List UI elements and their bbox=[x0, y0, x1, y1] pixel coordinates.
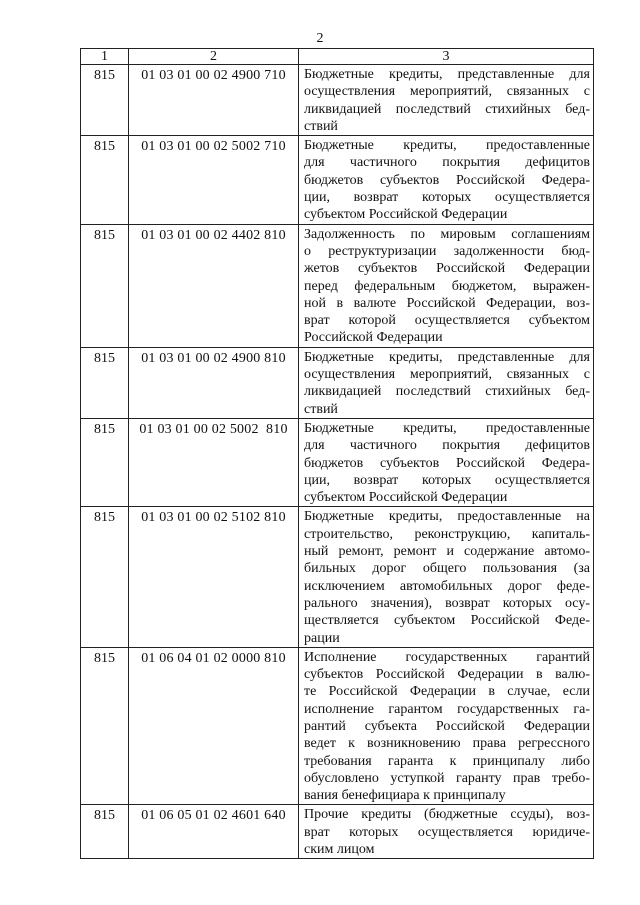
table-row bbox=[81, 647, 594, 805]
admin-code-cell: 815 bbox=[81, 805, 129, 859]
page-number: 2 bbox=[316, 31, 324, 46]
description-cell bbox=[299, 224, 594, 347]
description-line: субъектом Российской Федерации bbox=[304, 490, 508, 506]
budget-classification-code-cell: 01 03 01 00 02 5002 710 bbox=[129, 136, 299, 224]
table-row bbox=[81, 136, 594, 224]
description-line: рантий субъекта Российской Федерации bbox=[304, 718, 590, 734]
description-line: ведет к возникновению права регрессного bbox=[304, 736, 590, 752]
description-line: бильных дорог общего пользования (за bbox=[304, 561, 590, 577]
budget-classification-code-cell: 01 03 01 00 02 5002 810 bbox=[129, 418, 299, 506]
description-cell bbox=[299, 65, 594, 136]
description-line: ликвидацией последствий стихийных бед- bbox=[304, 384, 590, 400]
budget-classification-code-cell: 01 06 04 01 02 0000 810 bbox=[129, 647, 299, 805]
description-line: врат которых осуществляется юридиче- bbox=[304, 824, 590, 840]
description-line: Бюджетные кредиты, представленные для bbox=[304, 349, 590, 365]
admin-code-cell: 815 bbox=[81, 647, 129, 805]
description-line: обусловлено уступкой гаранту прав требо- bbox=[304, 770, 590, 786]
description-line: исполнение гарантом государственных га- bbox=[304, 701, 590, 717]
budget-classification-code-cell: 01 03 01 00 02 4402 810 bbox=[129, 224, 299, 347]
description-line: Бюджетные кредиты, предоставленные на bbox=[304, 509, 590, 525]
budget-codes-table bbox=[80, 48, 594, 859]
description-line: субъектом Российской Федерации bbox=[304, 207, 508, 223]
description-line: для частичного покрытия дефицитов bbox=[304, 155, 590, 171]
description-line: ским лицом bbox=[304, 842, 375, 858]
table-row bbox=[81, 507, 594, 647]
description-line: Задолженность по мировым соглашениям bbox=[304, 226, 590, 242]
description-cell bbox=[299, 136, 594, 224]
admin-code-cell: 815 bbox=[81, 224, 129, 347]
description-line: исключением автомобильных дорог феде- bbox=[304, 578, 590, 594]
table-row bbox=[81, 224, 594, 347]
description-line: ствий bbox=[304, 401, 338, 417]
table-row bbox=[81, 418, 594, 506]
description-line: ной в валюте Российской Федерации, воз- bbox=[304, 295, 590, 311]
description-line: рации bbox=[304, 630, 340, 646]
description-line: требования гаранта к принципалу либо bbox=[304, 753, 590, 769]
description-line: ликвидацией последствий стихийных бед- bbox=[304, 101, 590, 117]
description-line: ществляется субъектом Российской Феде- bbox=[304, 613, 590, 629]
description-line: врат которой осуществляется субъектом bbox=[304, 313, 590, 329]
description-cell bbox=[299, 507, 594, 647]
table-row bbox=[81, 65, 594, 136]
description-line: Бюджетные кредиты, представленные для bbox=[304, 67, 590, 82]
budget-classification-code-cell: 01 03 01 00 02 4900 710 bbox=[129, 65, 299, 136]
description-cell bbox=[299, 805, 594, 859]
description-line: субъектов Российской Федерации в валю- bbox=[304, 667, 590, 683]
description-line: осуществления мероприятий, связанных с bbox=[304, 84, 590, 100]
description-cell bbox=[299, 647, 594, 805]
budget-classification-code-cell: 01 03 01 00 02 4900 810 bbox=[129, 347, 299, 418]
table-row bbox=[81, 347, 594, 418]
description-line: строительство, реконструкцию, капиталь- bbox=[304, 526, 590, 542]
description-line: вания бенефициара к принципалу bbox=[304, 788, 506, 804]
description-line: Исполнение государственных гарантий bbox=[304, 649, 590, 665]
description-line: рального значения), возврат которых осу- bbox=[304, 595, 590, 611]
table-row bbox=[81, 805, 594, 859]
table-header-row bbox=[81, 49, 594, 65]
description-line: Российской Федерации bbox=[304, 330, 443, 346]
budget-classification-code-cell: 01 06 05 01 02 4601 640 bbox=[129, 805, 299, 859]
header-col-3: 3 bbox=[299, 49, 594, 65]
description-line: о реструктуризации задолженности бюд- bbox=[304, 243, 590, 259]
description-line: для частичного покрытия дефицитов bbox=[304, 438, 590, 454]
description-cell bbox=[299, 347, 594, 418]
admin-code-cell: 815 bbox=[81, 65, 129, 136]
admin-code-cell: 815 bbox=[81, 347, 129, 418]
description-line: ствий bbox=[304, 118, 338, 134]
admin-code-cell: 815 bbox=[81, 136, 129, 224]
description-line: Бюджетные кредиты, предоставленные bbox=[304, 420, 590, 436]
header-col-2: 2 bbox=[129, 49, 299, 65]
description-line: Прочие кредиты (бюджетные ссуды), воз- bbox=[304, 807, 590, 823]
header-col-1: 1 bbox=[81, 49, 129, 65]
description-line: перед федеральным бюджетом, выражен- bbox=[304, 278, 590, 294]
description-line: те Российской Федерации в случае, если bbox=[304, 684, 590, 700]
description-line: жетов субъектов Российской Федерации bbox=[304, 261, 590, 277]
admin-code-cell: 815 bbox=[81, 418, 129, 506]
description-line: ный ремонт, ремонт и содержание автомо- bbox=[304, 544, 590, 560]
description-line: ции, возврат которых осуществляется bbox=[304, 190, 590, 206]
description-line: ции, возврат которых осуществляется bbox=[304, 472, 590, 488]
description-cell bbox=[299, 418, 594, 506]
description-line: Бюджетные кредиты, предоставленные bbox=[304, 138, 590, 154]
description-line: бюджетов субъектов Российской Федера- bbox=[304, 172, 590, 188]
description-line: осуществления мероприятий, связанных с bbox=[304, 367, 590, 383]
description-line: бюджетов субъектов Российской Федера- bbox=[304, 455, 590, 471]
budget-classification-code-cell: 01 03 01 00 02 5102 810 bbox=[129, 507, 299, 647]
admin-code-cell: 815 bbox=[81, 507, 129, 647]
